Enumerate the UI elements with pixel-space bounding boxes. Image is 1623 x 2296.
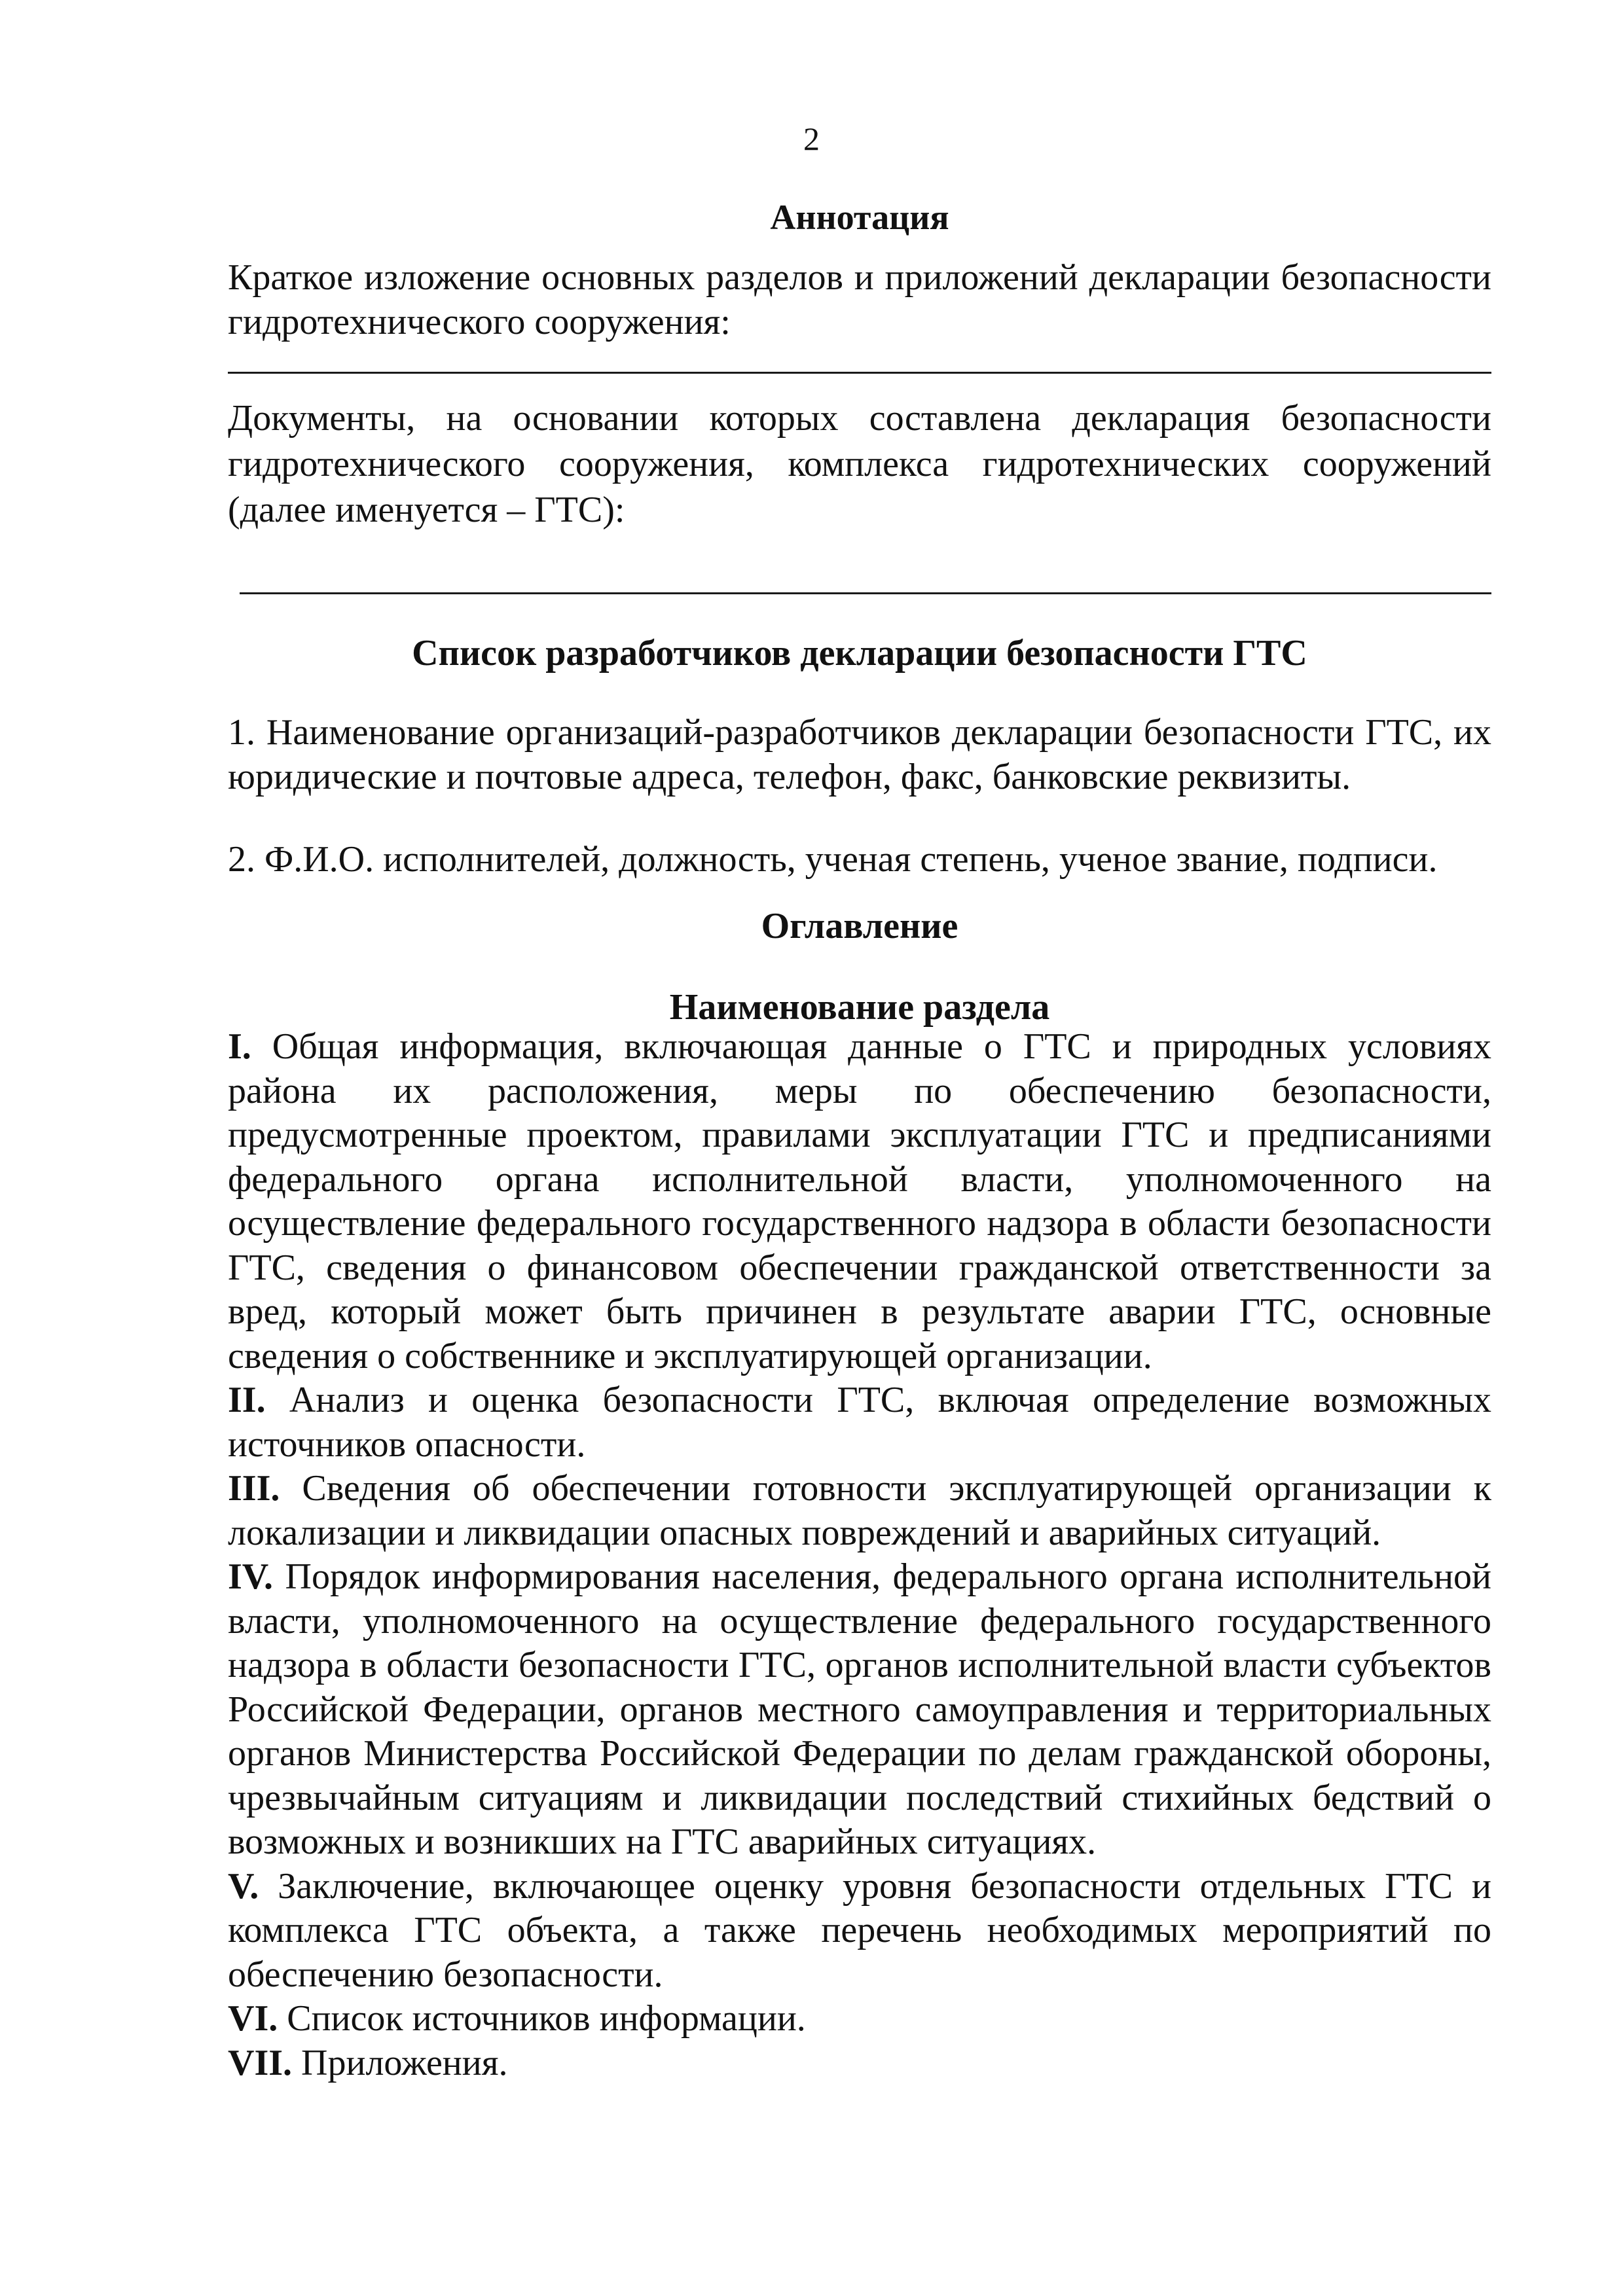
contents-section-item bbox=[228, 1467, 1491, 1555]
section-text: Анализ и оценка безопасности ГТС, включая определение возможных источников опасности. bbox=[228, 1380, 1491, 1465]
section-number: IV. bbox=[228, 1556, 274, 1597]
annotation-text: Краткое изложение основных разделов и приложений декларации безопасности гидротехнического сооружения: bbox=[228, 257, 1491, 342]
section-number: II. bbox=[228, 1380, 266, 1420]
developers-item: 2. Ф.И.О. исполнителей, должность, ученая степень, ученое звание, подписи. bbox=[228, 839, 1438, 880]
annotation-section bbox=[228, 196, 1491, 344]
contents-list bbox=[228, 1025, 1491, 2085]
annotation-fill-line bbox=[228, 372, 1491, 374]
page-number: 2 bbox=[803, 120, 820, 157]
section-text: Заключение, включающее оценку уровня безопасности отдельных ГТС и комплекса ГТС объекта, а также перечень необходимых мероприятий по обеспечению безопасности. bbox=[228, 1865, 1492, 1995]
section-text: Сведения об обеспечении готовности эксплуатирующей организации к локализации и ликвидации опасных повреждений и аварийных ситуаций. bbox=[228, 1468, 1492, 1553]
section-text: Порядок информирования населения, федерального органа исполнительной власти, уполномоченного на осуществление федерального государственного надзора в области безопасности ГТС, органов исполнительной власти субъектов Российской Федерации, органов местного самоуправления и территориальных органов Министерства Российской Федерации по делам гражданской обороны, чрезвычайным ситуациям и ликвидации последствий стихийных бедствий о возможных и возникших на ГТС аварийных ситуациях. bbox=[228, 1556, 1492, 1862]
section-text: Приложения. bbox=[301, 2042, 508, 2083]
developers-section bbox=[228, 632, 1491, 882]
section-text: Общая информация, включающая данные о ГТС и природных условиях района их расположения, меры по обеспечению безопасности, предусмотренные проектом, правилами эксплуатации ГТС и предписаниями федерального органа исполнительной власти, уполномоченного на осуществление федерального государственного надзора в области безопасности ГТС, сведения о финансовом обеспечении гражданской ответственности за вред, который может быть причинен в результате аварии ГТС, основные сведения о собственнике и эксплуатирующей организации. bbox=[228, 1026, 1492, 1376]
section-number: VI. bbox=[228, 1998, 278, 2039]
contents-section-item bbox=[228, 2041, 1491, 2086]
annotation-title: Аннотация bbox=[770, 198, 949, 237]
contents-section-item bbox=[228, 1025, 1491, 1378]
documents-text: Документы, на основании которых составлена декларация безопасности гидротехнического сооружения, комплекса гидротехнических сооружений (далее именуется – ГТС): bbox=[228, 398, 1491, 530]
section-text: Список источников информации. bbox=[287, 1998, 806, 2039]
contents-subtitle: Наименование раздела bbox=[669, 987, 1050, 1028]
contents-section-item bbox=[228, 1378, 1491, 1467]
documents-section bbox=[228, 395, 1491, 533]
documents-fill-line bbox=[240, 592, 1491, 594]
contents-section-item bbox=[228, 1865, 1491, 1998]
section-number: III. bbox=[228, 1468, 280, 1509]
contents-section-item bbox=[228, 1555, 1491, 1865]
developers-title: Список разработчиков декларации безопасности ГТС bbox=[412, 633, 1307, 673]
contents-section bbox=[228, 905, 1491, 2085]
contents-title: Оглавление bbox=[761, 906, 958, 946]
section-number: I. bbox=[228, 1026, 251, 1067]
developers-item: 1. Наименование организаций-разработчиков декларации безопасности ГТС, их юридические и почтовые адреса, телефон, факс, банковские реквизиты. bbox=[228, 712, 1491, 797]
section-number: VII. bbox=[228, 2042, 293, 2083]
contents-section-item bbox=[228, 1997, 1491, 2041]
section-number: V. bbox=[228, 1865, 259, 1907]
